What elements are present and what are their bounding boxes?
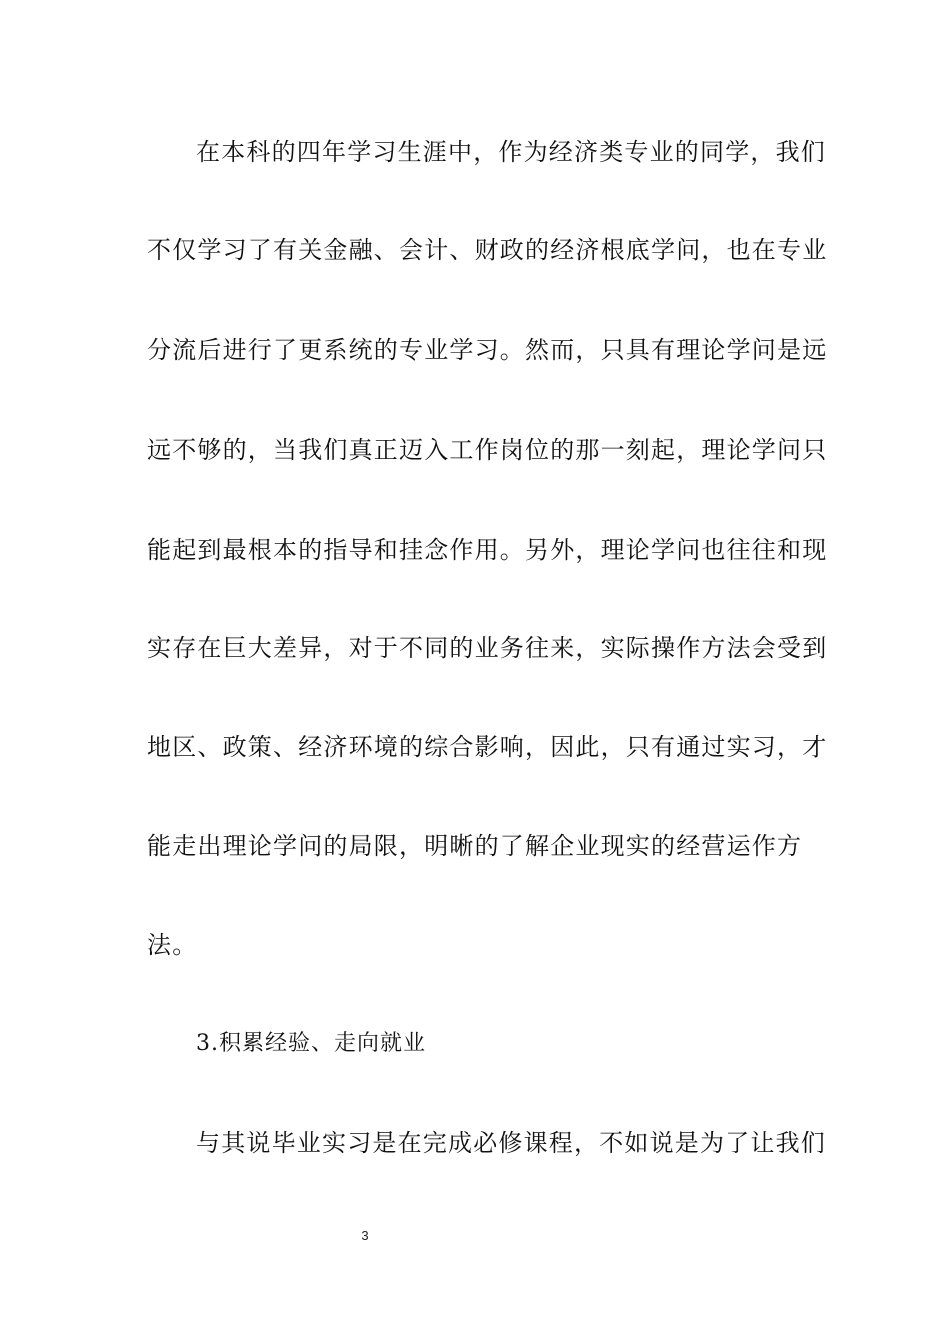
paragraph-line: 不仅学习了有关金融、会计、财政的经济根底学问，也在专业 (147, 236, 828, 264)
paragraph-line: 能起到最根本的指导和挂念作用。另外，理论学问也往往和现 (147, 536, 828, 564)
paragraph-line: 实存在巨大差异，对于不同的业务往来，实际操作方法会受到 (147, 634, 828, 662)
paragraph-line: 与其说毕业实习是在完成必修课程，不如说是为了让我们 (196, 1129, 826, 1157)
paragraph-line: 能走出理论学问的局限，明晰的了解企业现实的经营运作方 (147, 832, 803, 860)
paragraph-line: 分流后进行了更系统的专业学习。然而，只具有理论学问是远 (147, 336, 828, 364)
paragraph-line: 法。 (147, 931, 198, 959)
paragraph-line: 在本科的四年学习生涯中，作为经济类专业的同学，我们 (196, 138, 826, 166)
page-number: 3 (361, 1228, 369, 1243)
section-heading: 3.积累经验、走向就业 (196, 1031, 426, 1056)
paragraph-line: 地区、政策、经济环境的综合影响，因此，只有通过实习，才 (147, 733, 828, 761)
paragraph-line: 远不够的，当我们真正迈入工作岗位的那一刻起，理论学问只 (147, 436, 828, 464)
